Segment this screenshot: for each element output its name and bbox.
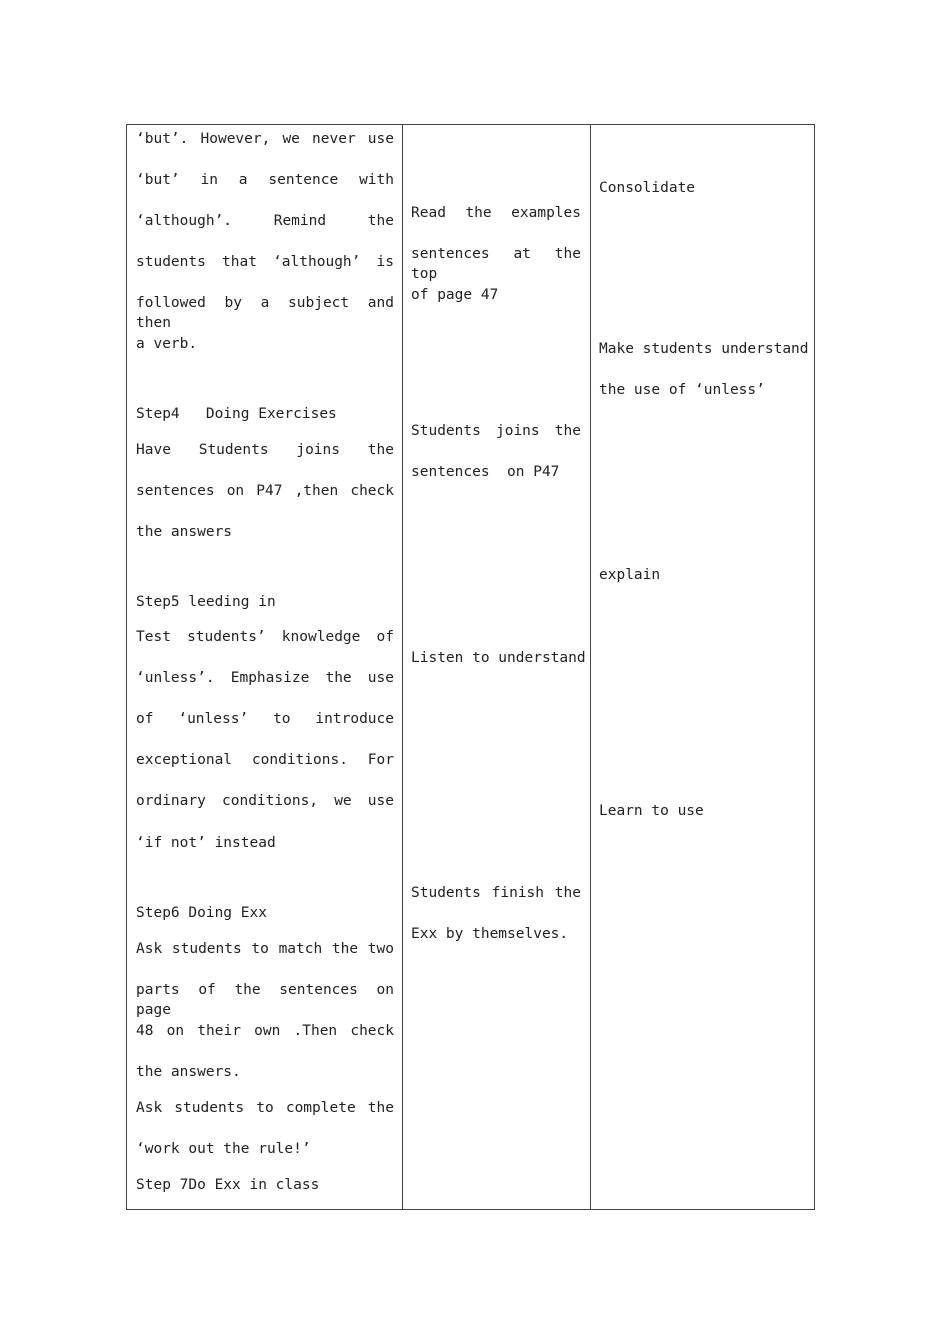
text-line: of ‘unless’ to introduce [136,711,394,727]
text-line: ‘but’ in a sentence with [136,172,394,188]
text-line: Listen to understand [411,650,586,666]
text-line: Ask students to complete the [136,1100,394,1116]
text-line: Consolidate [599,180,696,196]
text-line: Students joins the [411,423,581,439]
text-line: Exx by themselves. [411,926,569,942]
text-line: exceptional conditions. For [136,752,394,768]
purpose-cell [591,125,815,1209]
step-heading: Step4 Doing Exercises [136,406,337,422]
text-line: the answers. [136,1064,241,1080]
text-line: the answers [136,524,233,540]
text-line: Read the examples [411,205,581,221]
text-line: ‘although’. Remind the [136,213,394,229]
text-line: Students finish the [411,885,581,901]
text-line: sentences at the top [411,246,581,282]
teacher-activity-cell [127,125,402,1209]
text-line: Learn to use [599,803,704,819]
text-line: the use of ‘unless’ [599,382,765,398]
text-line: ‘unless’. Emphasize the use [136,670,394,686]
text-line: Make students understand [599,341,809,357]
text-line: Ask students to match the two [136,941,394,957]
text-line: sentences on P47 [411,464,560,480]
text-line: ‘but’. However, we never use [136,131,394,147]
step-heading: Step6 Doing Exx [136,905,267,921]
step-heading: Step 7Do Exx in class [136,1177,320,1193]
text-line: explain [599,567,661,583]
text-line: of page 47 [411,287,499,303]
text-line: a verb. [136,336,198,352]
text-line: Have Students joins the [136,442,394,458]
student-activity-cell [403,125,590,1209]
text-line: ordinary conditions, we use [136,793,394,809]
text-line: followed by a subject and then [136,295,394,331]
text-line: 48 on their own .Then check [136,1023,394,1039]
text-line: ‘if not’ instead [136,835,276,851]
lesson-plan-table [126,124,815,1210]
text-line: sentences on P47 ,then check [136,483,394,499]
text-line: ‘work out the rule!’ [136,1141,311,1157]
text-line: parts of the sentences on page [136,982,394,1018]
text-line: students that ‘although’ is [136,254,394,270]
step-heading: Step5 leeding in [136,594,276,610]
text-line: Test students’ knowledge of [136,629,394,645]
